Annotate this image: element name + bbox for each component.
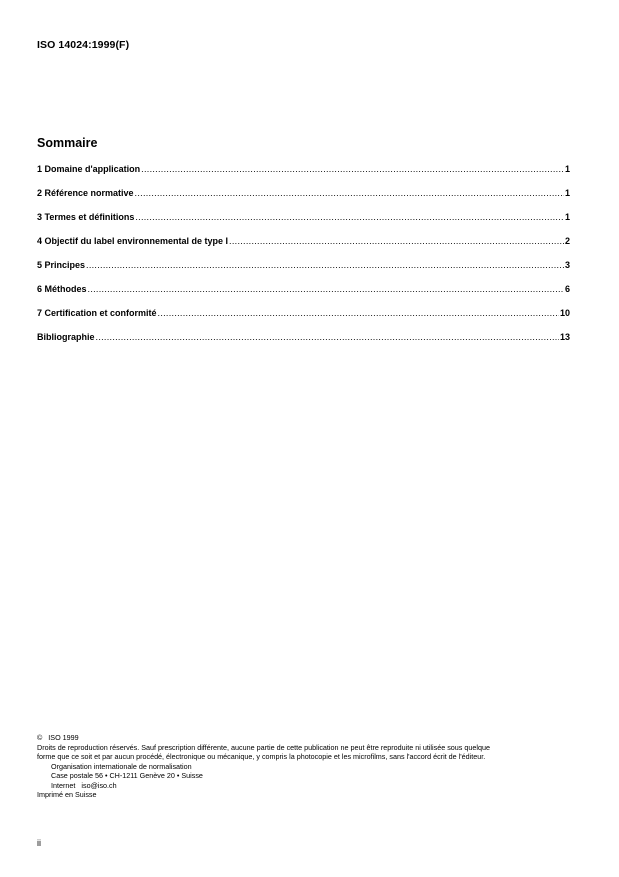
toc-entry-label: Bibliographie (37, 332, 95, 342)
toc-leader-dots (229, 236, 564, 246)
internet-label: Internet (51, 780, 76, 790)
toc-entry-page: 1 (564, 212, 570, 222)
toc-leader-dots (141, 164, 564, 174)
toc-entry-page: 10 (559, 308, 570, 318)
toc-entry-label: 2 Référence normative (37, 188, 134, 198)
copyright-symbol: © (37, 733, 43, 742)
toc-entry-page: 1 (564, 188, 570, 198)
rights-notice-line-1: Droits de reproduction réservés. Sauf prescription différente, aucune partie de cette publication ne peut être reproduite ni utilisée sous quelque (37, 742, 490, 752)
copyright-footer (37, 733, 577, 800)
printed-in-note: Imprimé en Suisse (37, 790, 97, 799)
toc-entry-label: 4 Objectif du label environnemental de type I (37, 236, 229, 246)
toc-leader-dots (158, 308, 559, 318)
toc-entry-page: 13 (559, 332, 570, 342)
copyright-line (37, 733, 577, 743)
rights-notice-line-2: forme que ce soit et par aucun procédé, électronique ou mécanique, y compris la photocopie et les microfilms, sans l'accord écrit de l'éditeur. (37, 752, 486, 761)
toc-entry-label: 5 Principes (37, 260, 86, 270)
page-number: ii (37, 838, 41, 848)
toc-leader-dots (96, 332, 559, 342)
toc-leader-dots (88, 284, 564, 294)
toc-leader-dots (86, 260, 564, 270)
toc-entry-label: 7 Certification et conformité (37, 308, 157, 318)
toc-entry[interactable] (37, 236, 570, 260)
postal-address: Case postale 56 • CH-1211 Genève 20 • Suisse (51, 771, 203, 780)
toc-entry-page: 6 (564, 284, 570, 294)
toc-entry[interactable] (37, 308, 570, 332)
toc-entry-label: 1 Domaine d'application (37, 164, 141, 174)
toc-entry-page: 1 (564, 164, 570, 174)
table-of-contents (37, 164, 570, 356)
toc-entry-page: 2 (564, 236, 570, 246)
toc-entry[interactable] (37, 164, 570, 188)
toc-leader-dots (135, 212, 564, 222)
toc-entry[interactable] (37, 260, 570, 284)
toc-heading: Sommaire (37, 136, 98, 150)
email-link[interactable]: iso@iso.ch (81, 780, 117, 790)
document-header-title: ISO 14024:1999(F) (37, 39, 130, 51)
toc-leader-dots (135, 188, 564, 198)
internet-line (37, 781, 577, 791)
copyright-text: ISO 1999 (48, 733, 79, 742)
toc-entry[interactable] (37, 188, 570, 212)
toc-entry[interactable] (37, 332, 570, 356)
toc-entry[interactable] (37, 284, 570, 308)
toc-entry-label: 3 Termes et définitions (37, 212, 135, 222)
organisation-name: Organisation internationale de normalisation (51, 761, 192, 771)
toc-entry[interactable] (37, 212, 570, 236)
toc-entry-page: 3 (564, 260, 570, 270)
toc-entry-label: 6 Méthodes (37, 284, 87, 294)
